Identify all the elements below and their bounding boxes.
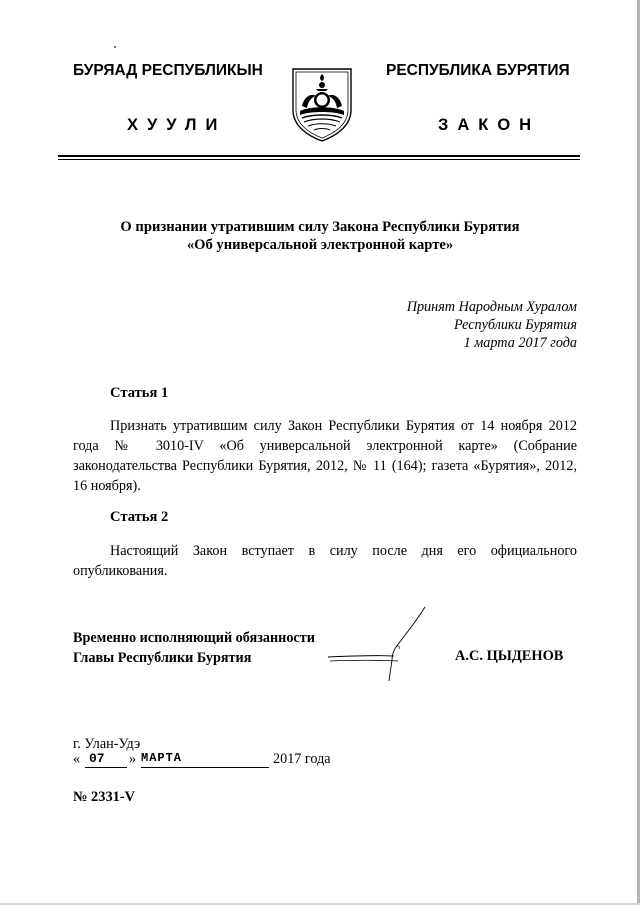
- law-number: № 2331-V: [73, 789, 136, 805]
- signing-date: [73, 751, 373, 771]
- article-2-text: Настоящий Закон вступает в силу после дня его официального опубликования.: [73, 543, 577, 579]
- law-title-line1: О признании утратившим силу Закона Республики Бурятия: [120, 219, 520, 235]
- doc-type-buryat: ХУУЛИ: [127, 116, 227, 134]
- date-quote-open: «: [73, 751, 81, 767]
- article-1-text: Признать утратившим силу Закон Республики Бурятия от 14 ноября 2012 года № 3010-IV «Об универсальной электронной карте» (Собрание законодательства Республики Бурятия, 2012, № 11 (164); газета «Бурятия», 2012, 16 ноября).: [73, 418, 577, 494]
- doc-type-russian: ЗАКОН: [438, 116, 541, 134]
- scan-speck: [114, 46, 116, 48]
- signatory-position: [73, 628, 315, 668]
- adoption-note: [407, 298, 577, 352]
- law-title-line2: «Об универсальной электронной карте»: [186, 237, 454, 253]
- place-of-signing: г. Улан-Удэ: [73, 736, 141, 752]
- republic-name-buryat: БУРЯАД РЕСПУБЛИКЫН: [73, 62, 263, 79]
- buryatia-coat-of-arms-icon: [290, 66, 354, 144]
- republic-name-russian: РЕСПУБЛИКА БУРЯТИЯ: [386, 62, 570, 79]
- article-2-heading: Статья 2: [110, 509, 169, 525]
- date-quote-close: »: [129, 751, 137, 767]
- signatory-name: А.С. ЦЫДЕНОВ: [455, 648, 564, 664]
- law-title: [60, 218, 580, 254]
- date-day: 07: [85, 751, 127, 768]
- adoption-line1: Принят Народным Хуралом: [406, 299, 577, 315]
- header-rule-thick: [58, 155, 580, 157]
- header-rule-thin: [58, 159, 580, 160]
- signatory-position-line1: Временно исполняющий обязанности: [73, 630, 315, 646]
- adoption-line2: Республики Бурятия: [453, 317, 577, 333]
- handwritten-signature-icon: [320, 605, 440, 685]
- date-month: МАРТА: [141, 751, 269, 768]
- article-1-heading: Статья 1: [110, 385, 169, 401]
- signatory-position-line2: Главы Республики Бурятия: [73, 650, 252, 666]
- adoption-line3: 1 марта 2017 года: [463, 335, 577, 351]
- date-year: 2017 года: [273, 751, 331, 767]
